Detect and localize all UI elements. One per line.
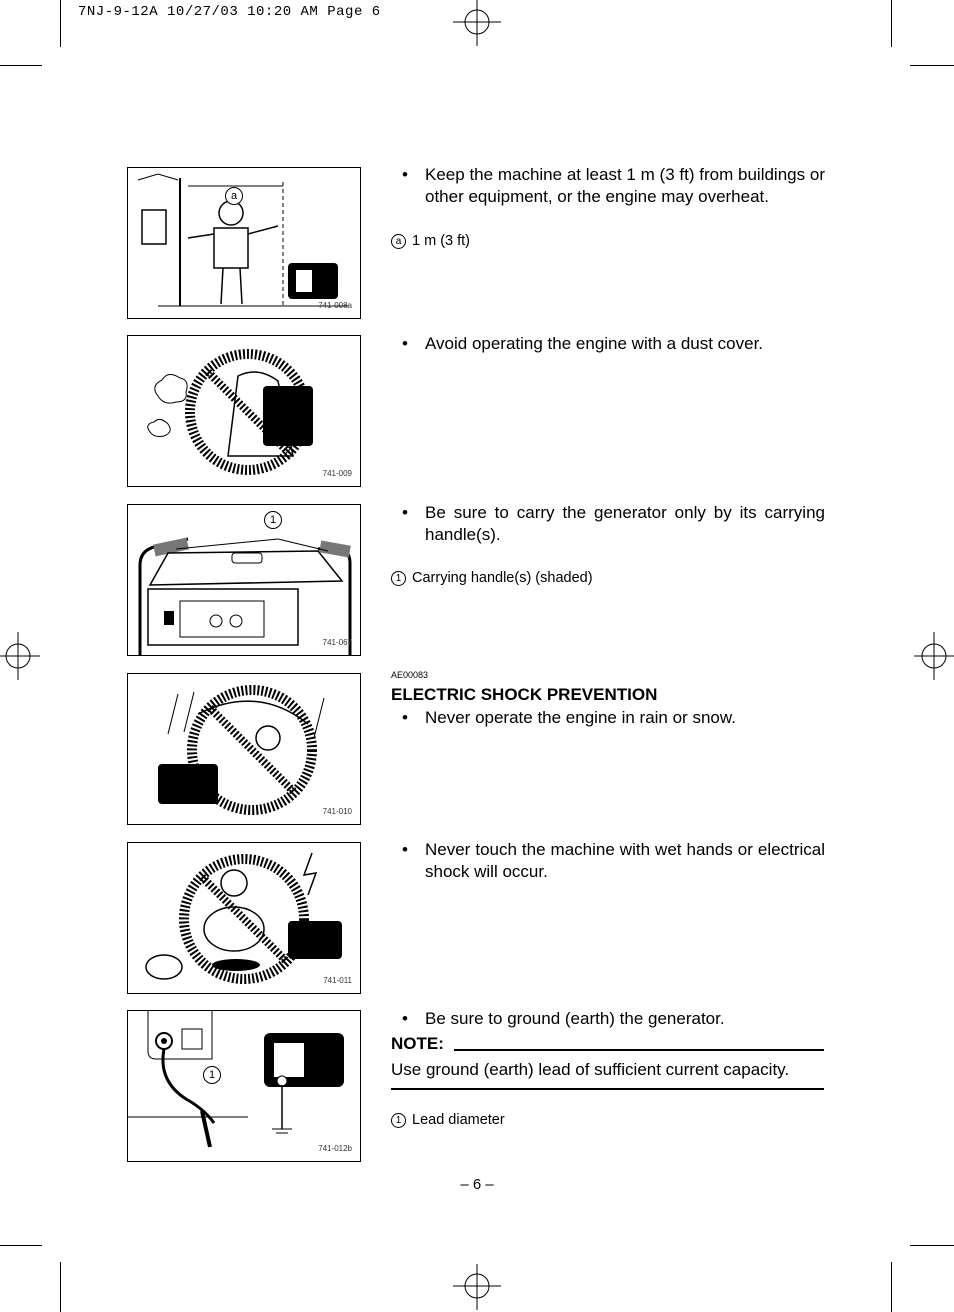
- note-underline: [454, 1049, 824, 1051]
- section-heading: ELECTRIC SHOCK PREVENTION: [391, 685, 658, 704]
- no-rain-illustration: [128, 674, 361, 825]
- figure-callout: a: [225, 187, 243, 205]
- registration-mark-icon: [0, 632, 48, 680]
- figure-rain: [127, 673, 361, 825]
- bullet-text: Never touch the machine with wet hands or electrical shock will occur.: [425, 840, 825, 881]
- bullet-text: Never operate the engine in rain or snow.: [425, 708, 736, 727]
- figure-code: 741-067: [322, 638, 352, 647]
- bullet-rain: [402, 707, 825, 729]
- figure-callout: 1: [203, 1066, 221, 1084]
- crop-mark: [891, 1262, 892, 1312]
- bullet-ground: [402, 1008, 825, 1030]
- bullet-dust-cover: [402, 333, 825, 355]
- note-rule: [391, 1088, 824, 1090]
- legend-lead: [391, 1111, 505, 1129]
- legend-carrying: [391, 569, 593, 587]
- no-wet-hands-illustration: [128, 843, 361, 994]
- print-slug: 7NJ-9-12A 10/27/03 10:20 AM Page 6: [78, 4, 381, 20]
- note-label: NOTE:: [391, 1034, 444, 1053]
- figure-callout: 1: [264, 511, 282, 529]
- bullet-clearance: [402, 164, 825, 208]
- note-text: Use ground (earth) lead of sufficient current capacity.: [391, 1060, 790, 1079]
- figure-grounding: [127, 1010, 361, 1162]
- figure-code: 741-012b: [318, 1144, 352, 1153]
- bullet-carrying: [402, 502, 825, 546]
- legend-clearance: [391, 232, 470, 250]
- figure-code: 741-010: [322, 807, 352, 816]
- crop-mark: [0, 65, 42, 66]
- crop-mark: [910, 65, 954, 66]
- page-number: – 6 –: [460, 1176, 494, 1193]
- bullet-symbol: •: [402, 503, 408, 522]
- figure-carrying-handles: [127, 504, 361, 656]
- figure-code: 741-009: [322, 469, 352, 478]
- bullet-text: Avoid operating the engine with a dust cover.: [425, 334, 764, 353]
- figure-dust-cover: [127, 335, 361, 487]
- crop-mark: [910, 1245, 954, 1246]
- registration-mark-icon: [453, 1264, 501, 1312]
- bullet-wet-hands: [402, 839, 825, 883]
- bullet-text: Be sure to ground (earth) the generator.: [425, 1009, 725, 1028]
- legend-mark: 1: [391, 1113, 406, 1128]
- registration-mark-icon: [453, 0, 501, 48]
- figure-wet-hands: [127, 842, 361, 994]
- bullet-symbol: •: [402, 1009, 408, 1028]
- no-dust-cover-illustration: [128, 336, 361, 487]
- bullet-text: Keep the machine at least 1 m (3 ft) from buildings or other equipment, or the engine may overheat.: [425, 165, 825, 206]
- crop-mark: [891, 0, 892, 47]
- figure-clearance: [127, 167, 361, 319]
- registration-mark-icon: [906, 632, 954, 680]
- figure-code: 741-011: [323, 976, 352, 985]
- figure-code: 741-008a: [318, 301, 352, 310]
- bullet-symbol: •: [402, 708, 408, 727]
- crop-mark: [0, 1245, 42, 1246]
- bullet-symbol: •: [402, 165, 408, 184]
- legend-mark: a: [391, 234, 406, 249]
- bullet-text: Be sure to carry the generator only by its carrying handle(s).: [425, 503, 825, 544]
- bullet-symbol: •: [402, 840, 408, 859]
- generator-handles-illustration: [128, 505, 361, 656]
- legend-text: Lead diameter: [412, 1112, 505, 1128]
- ground-lead-illustration: [128, 1011, 361, 1162]
- crop-mark: [60, 1262, 61, 1312]
- section-code: AE00083: [391, 670, 429, 680]
- crop-mark: [60, 0, 61, 47]
- person-measuring-distance-illustration: [128, 168, 361, 319]
- legend-text: Carrying handle(s) (shaded): [412, 570, 593, 586]
- legend-mark: 1: [391, 571, 406, 586]
- bullet-symbol: •: [402, 334, 408, 353]
- legend-text: 1 m (3 ft): [412, 233, 471, 249]
